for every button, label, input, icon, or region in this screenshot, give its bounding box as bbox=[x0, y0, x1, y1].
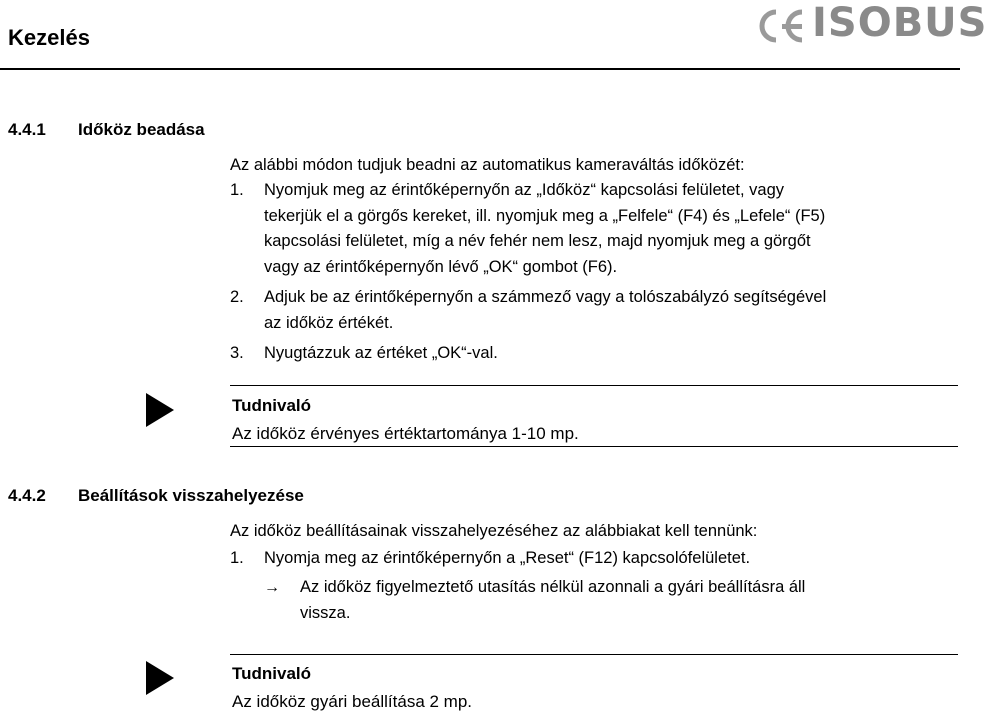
section-number: 4.4.2 bbox=[8, 486, 46, 505]
list-item bbox=[230, 285, 950, 336]
step-line: vagy az érintőképernyőn lévő „OK“ gombot (F6). bbox=[264, 257, 618, 276]
step-line: Nyugtázzuk az értéket „OK“-val. bbox=[264, 344, 498, 362]
note-arrow-icon bbox=[146, 393, 174, 427]
note-text: Az időköz érvényes értéktartománya 1-10 mp. bbox=[232, 424, 579, 443]
step-list bbox=[230, 546, 950, 572]
section-title: Időköz beadása bbox=[78, 120, 205, 139]
step-line: Nyomjuk meg az érintőképernyőn az „Időköz“ kapcsolási felületet, vagy bbox=[264, 181, 784, 199]
list-item bbox=[230, 178, 950, 280]
section-title: Beállítások visszahelyezése bbox=[78, 486, 304, 505]
note-arrow-icon bbox=[146, 661, 174, 695]
result-item bbox=[264, 575, 944, 626]
header-divider bbox=[0, 68, 960, 70]
section-intro: Az alábbi módon tudjuk beadni az automatikus kameraváltás időközét: bbox=[230, 156, 745, 174]
step-line: az időköz értékét. bbox=[264, 313, 394, 332]
section-number: 4.4.1 bbox=[8, 120, 46, 139]
note-top-rule bbox=[230, 654, 958, 655]
step-number: 3. bbox=[230, 344, 244, 362]
cc-logo-mark bbox=[742, 6, 812, 46]
note-top-rule bbox=[230, 385, 958, 386]
step-line: kapcsolási felületet, míg a név fehér nem lesz, majd nyomjuk meg a görgőt bbox=[264, 232, 811, 250]
list-item bbox=[230, 546, 950, 572]
result-line: Az időköz figyelmeztető utasítás nélkül azonnali a gyári beállításra áll bbox=[300, 578, 806, 596]
result-line: vissza. bbox=[300, 603, 351, 622]
section-intro: Az időköz beállításainak visszahelyezéséhez az alábbiakat kell tennünk: bbox=[230, 522, 758, 540]
note-title: Tudnivaló bbox=[232, 664, 312, 683]
step-list bbox=[230, 178, 950, 367]
step-line: Nyomja meg az érintőképernyőn a „Reset“ (F12) kapcsolófelületet. bbox=[264, 549, 751, 567]
isobus-logo bbox=[742, 0, 987, 46]
step-number: 1. bbox=[230, 549, 244, 567]
step-line: Adjuk be az érintőképernyőn a számmező vagy a tolószabályzó segítségével bbox=[264, 288, 827, 306]
logo-wordmark: ISOBUS bbox=[812, 0, 987, 46]
note-title: Tudnivaló bbox=[232, 396, 312, 415]
step-number: 2. bbox=[230, 288, 244, 306]
note-text: Az időköz gyári beállítása 2 mp. bbox=[232, 692, 473, 711]
page-title: Kezelés bbox=[8, 25, 90, 50]
list-item bbox=[230, 341, 950, 367]
step-number: 1. bbox=[230, 181, 244, 199]
result-arrow-icon: → bbox=[264, 579, 280, 596]
step-line: tekerjük el a görgős kereket, ill. nyomjuk meg a „Felfele“ (F4) és „Lefele“ (F5) bbox=[264, 206, 826, 225]
note-bottom-rule bbox=[230, 446, 958, 447]
